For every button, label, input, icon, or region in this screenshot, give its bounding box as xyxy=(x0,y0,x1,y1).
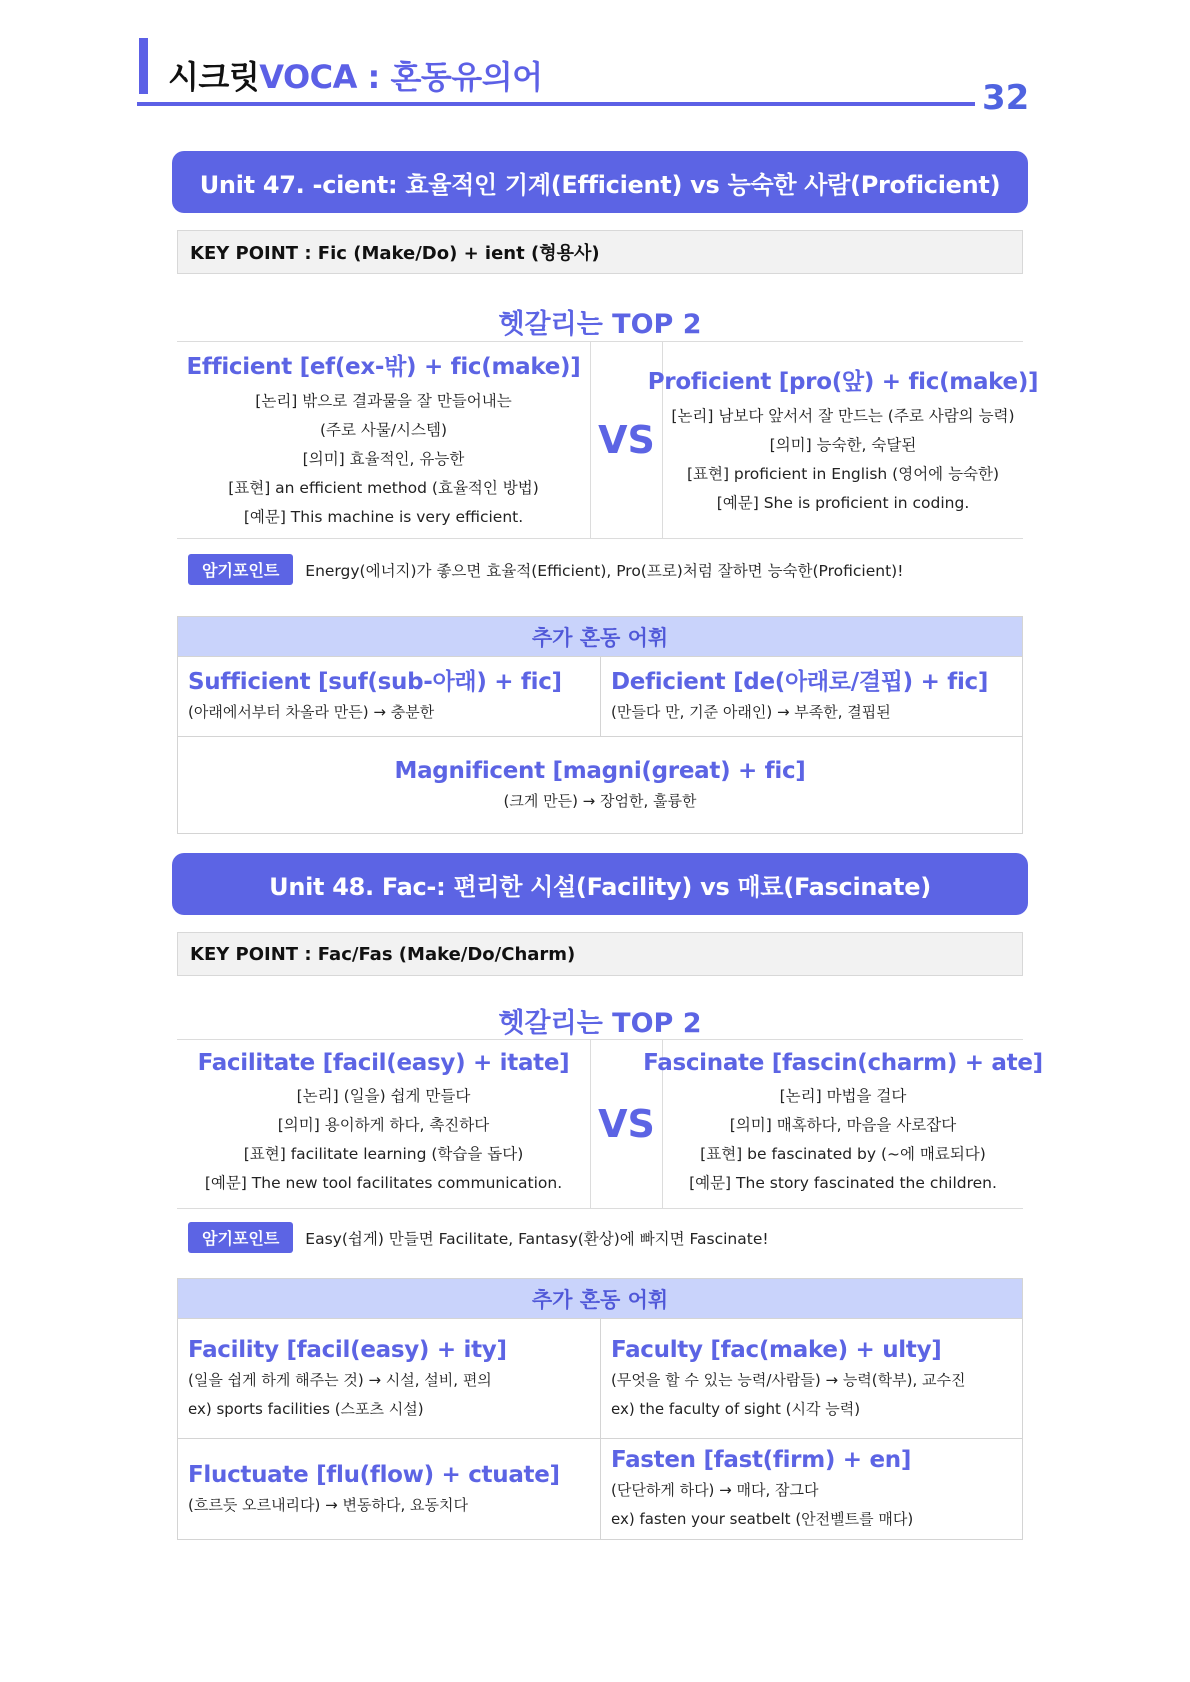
vs-label: VS xyxy=(591,1040,663,1208)
word-heading: Facilitate [facil(easy) + itate] xyxy=(197,1050,570,1076)
word-line: [표현] facilitate learning (학습을 돕다) xyxy=(243,1145,524,1163)
word-heading: Efficient [ef(ex-밖) + fic(make)] xyxy=(186,354,581,380)
extra-vocab-title: 추가 혼동 어휘 xyxy=(178,617,1022,657)
word-line: [의미] 능숙한, 숙달된 xyxy=(769,435,917,454)
extra-row xyxy=(178,737,1022,833)
word-line: [논리] 밖으로 결과물을 잘 만들어내는 xyxy=(255,392,512,410)
extra-row xyxy=(178,1439,1022,1539)
extra-word-cell xyxy=(178,1319,600,1438)
word-heading: Proficient [pro(앞) + fic(make)] xyxy=(647,368,1039,395)
title-part-2: VOCA : 혼동유의어 xyxy=(259,58,543,96)
word-line: [논리] (일을) 쉽게 만들다 xyxy=(296,1087,471,1105)
extra-word: Fluctuate [flu(flow) + ctuate] xyxy=(188,1461,560,1488)
header-accent-bar xyxy=(139,38,148,94)
extra-word: Magnificent [magni(great) + fic] xyxy=(394,757,806,784)
unit-48-extra-vocab xyxy=(177,1278,1023,1540)
page-number: 32 xyxy=(982,78,1030,118)
unit-47-key-point: KEY POINT : Fic (Make/Do) + ient (형용사) xyxy=(177,230,1023,274)
word-line: [의미] 용이하게 하다, 촉진하다 xyxy=(277,1116,490,1134)
vs-label: VS xyxy=(591,342,663,538)
extra-row xyxy=(178,1319,1022,1439)
extra-word: Deficient [de(아래로/결핍) + fic] xyxy=(611,669,989,695)
extra-vocab-title: 추가 혼동 어휘 xyxy=(178,1279,1022,1319)
extra-word: Faculty [fac(make) + ulty] xyxy=(611,1336,942,1363)
unit-47-memo xyxy=(188,554,903,585)
word-line: [표현] be fascinated by (~에 매료되다) xyxy=(700,1145,986,1163)
word-line: [표현] an efficient method (효율적인 방법) xyxy=(228,479,539,497)
extra-word-desc: (아래에서부터 차올라 만든) → 충분한 xyxy=(188,703,435,721)
unit-47-banner: Unit 47. -cient: 효율적인 기계(Efficient) vs 능숙한 사람(Proficient) xyxy=(172,151,1028,213)
title-part-1: 시크릿 xyxy=(168,58,260,96)
unit-48-left-word-card xyxy=(177,1040,591,1208)
word-line: [예문] She is proficient in coding. xyxy=(716,493,970,512)
unit-47-right-word-card xyxy=(647,342,1039,538)
extra-word-cell xyxy=(178,1439,600,1539)
unit-47-top2-title: 헷갈리는 TOP 2 xyxy=(498,309,702,340)
extra-word-desc: (일을 쉽게 하게 해주는 것) → 시설, 설비, 편의 xyxy=(188,1370,492,1389)
page-title xyxy=(168,52,543,98)
extra-word-desc: (만들다 만, 기준 아래인) → 부족한, 결핍된 xyxy=(611,703,891,721)
word-line: [의미] 매혹하다, 마음을 사로잡다 xyxy=(729,1116,957,1134)
unit-47-comparison xyxy=(177,341,1039,539)
word-line: [표현] proficient in English (영어에 능숙한) xyxy=(686,464,1000,483)
extra-word-desc: (크게 만든) → 장엄한, 훌륭한 xyxy=(503,791,697,810)
word-line: [의미] 효율적인, 유능한 xyxy=(302,450,465,468)
unit-48-comparison xyxy=(177,1039,1043,1209)
extra-word-desc: (단단하게 하다) → 매다, 잠그다 xyxy=(611,1481,819,1499)
memo-text: Energy(에너지)가 좋으면 효율적(Efficient), Pro(프로)처럼 잘하면 능숙한(Proficient)! xyxy=(305,561,904,580)
memo-badge: 암기포인트 xyxy=(188,1222,293,1253)
extra-word-desc: ex) the faculty of sight (시각 능력) xyxy=(611,1399,861,1418)
unit-47-extra-vocab xyxy=(177,616,1023,834)
extra-word-desc: ex) sports facilities (스포츠 시설) xyxy=(188,1399,424,1418)
extra-word-desc: ex) fasten your seatbelt (안전벨트를 매다) xyxy=(611,1510,914,1528)
word-line: (주로 사물/시스템) xyxy=(319,421,448,439)
extra-word-desc: (무엇을 할 수 있는 능력/사람들) → 능력(학부), 교수진 xyxy=(611,1370,966,1389)
word-line: [예문] The new tool facilitates communication. xyxy=(204,1174,563,1192)
word-line: [논리] 남보다 앞서서 잘 만드는 (주로 사람의 능력) xyxy=(671,406,1015,425)
header-rule xyxy=(137,102,975,106)
word-line: [논리] 마법을 걸다 xyxy=(779,1087,907,1105)
extra-word: Fasten [fast(firm) + en] xyxy=(611,1447,912,1473)
extra-word-cell xyxy=(600,1439,1022,1539)
unit-48-memo xyxy=(188,1222,769,1253)
memo-text: Easy(쉽게) 만들면 Facilitate, Fantasy(환상)에 빠지면 Fascinate! xyxy=(305,1229,769,1248)
word-heading: Fascinate [fascin(charm) + ate] xyxy=(643,1050,1043,1076)
word-line: [예문] The story fascinated the children. xyxy=(689,1174,997,1192)
extra-word-desc: (흐르듯 오르내리다) → 변동하다, 요동치다 xyxy=(188,1495,468,1514)
unit-48-right-word-card xyxy=(643,1040,1043,1208)
extra-word-cell xyxy=(178,737,1022,833)
word-line: [예문] This machine is very efficient. xyxy=(243,508,524,526)
extra-word-cell xyxy=(600,1319,1022,1438)
extra-row xyxy=(178,657,1022,737)
unit-48-top2-title: 헷갈리는 TOP 2 xyxy=(498,1008,702,1039)
memo-badge: 암기포인트 xyxy=(188,554,293,585)
extra-word: Facility [facil(easy) + ity] xyxy=(188,1336,507,1363)
extra-word: Sufficient [suf(sub-아래) + fic] xyxy=(188,669,562,695)
unit-48-key-point: KEY POINT : Fac/Fas (Make/Do/Charm) xyxy=(177,932,1023,976)
extra-word-cell xyxy=(600,657,1022,736)
unit-48-banner: Unit 48. Fac-: 편리한 시설(Facility) vs 매료(Fascinate) xyxy=(172,853,1028,915)
unit-47-left-word-card xyxy=(177,342,591,538)
extra-word-cell xyxy=(178,657,600,736)
